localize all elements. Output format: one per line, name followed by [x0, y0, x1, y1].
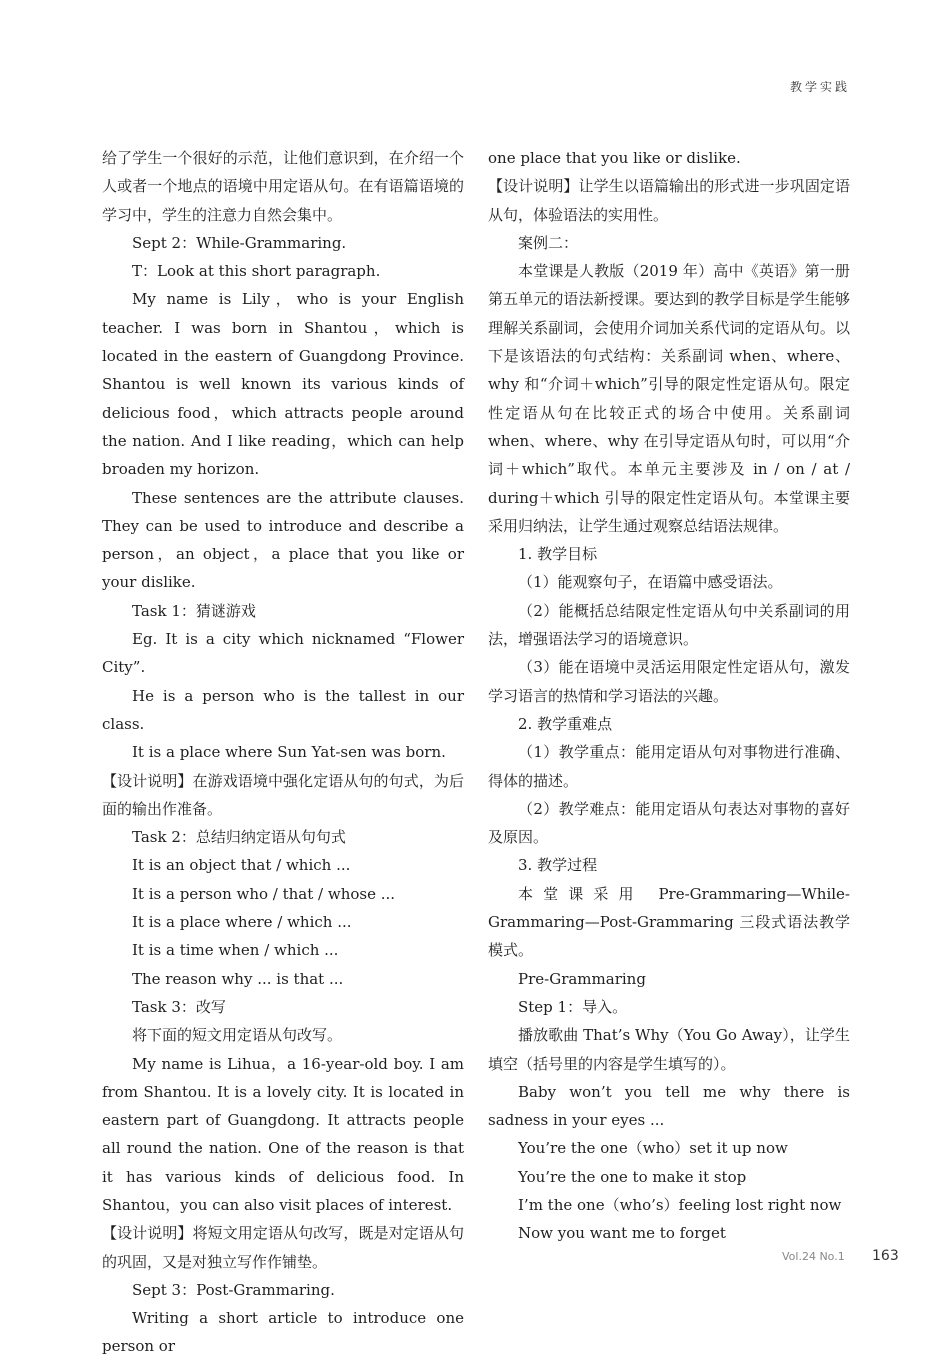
paragraph: He is a person who is the tallest in our class. — [102, 686, 464, 733]
paragraph: Baby won’t you tell me why there is sadness in your eyes ... — [488, 1082, 850, 1130]
paragraph: （2）教学难点：能用定语从句表达对事物的喜好及原因。 — [488, 799, 850, 847]
paragraph: My name is Lihua，a 16-year-old boy. I am from Shantou. It is a lovely city. It is located in eastern part of Guangdong. It attracts people all round the nation. One of the reason is that it has various kinds of delicious food. In Shantou，you can also visit places of interest. — [102, 1054, 464, 1214]
paragraph: （2）能概括总结限定性定语从句中关系副词的用法，增强语法学习的语境意识。 — [488, 601, 850, 649]
paragraph: You’re the one to make it stop — [518, 1167, 747, 1186]
page-number: 163 — [872, 1248, 899, 1264]
paragraph: 2. 教学重难点 — [518, 714, 613, 733]
paragraph: 【设计说明】让学生以语篇输出的形式进一步巩固定语从句，体验语法的实用性。 — [488, 177, 850, 224]
paragraph: Task 1：猜谜游戏 — [132, 601, 256, 620]
paragraph: 【设计说明】在游戏语境中强化定语从句的句式，为后面的输出作准备。 — [102, 771, 464, 818]
paragraph: 案例二： — [518, 233, 579, 252]
paragraph: Sept 3：Post-Grammaring. — [132, 1280, 335, 1299]
paragraph: Writing a short article to introduce one person or — [102, 1309, 464, 1356]
paragraph: 1. 教学目标 — [518, 545, 598, 564]
paragraph: It is a place where / which ... — [132, 913, 352, 932]
right-column — [488, 144, 850, 1248]
paragraph: （3）能在语境中灵活运用限定性定语从句，激发学习语言的热情和学习语法的兴趣。 — [488, 658, 850, 705]
paragraph: I’m the one（who’s）feeling lost right now — [518, 1195, 842, 1214]
paragraph: （1）能观察句子，在语篇中感受语法。 — [518, 573, 783, 592]
paragraph: 给了学生一个很好的示范，让他们意识到，在介绍一个人或者一个地点的语境中用定语从句。在有语篇语境的学习中，学生的注意力自然会集中。 — [102, 149, 464, 224]
paragraph: Sept 2：While-Grammaring. — [132, 233, 347, 252]
paragraph: My name is Lily，who is your English teacher. I was born in Shantou，which is located in the eastern of Guangdong Province. Shantou is well known its various kinds of delicious food，which attracts people around the nation. And I like reading，which can help broaden my horizon. — [102, 290, 464, 479]
paragraph: It is a person who / that / whose ... — [132, 884, 396, 903]
paragraph: The reason why ... is that ... — [132, 969, 344, 988]
paragraph: （1）教学重点：能用定语从句对事物进行准确、得体的描述。 — [488, 743, 850, 790]
paragraph: 将下面的短文用定语从句改写。 — [132, 1026, 343, 1045]
paragraph: It is an object that / which ... — [132, 856, 351, 875]
paragraph: You’re the one（who）set it up now — [518, 1139, 788, 1158]
left-column — [102, 144, 464, 1361]
paragraph: It is a time when / which ... — [132, 941, 339, 960]
paragraph: 3. 教学过程 — [518, 856, 598, 875]
volume-label: Vol.24 No.1 — [782, 1250, 845, 1263]
paragraph: Task 2：总结归纳定语从句句式 — [132, 828, 346, 847]
paragraph: These sentences are the attribute clauses. They can be used to introduce and describe a person，an object，a place that you like or your dislike. — [102, 488, 464, 592]
running-header: 教学实践 — [789, 80, 850, 94]
paragraph: Eg. It is a city which nicknamed “Flower City”. — [102, 630, 464, 677]
paragraph: Step 1：导入。 — [518, 997, 628, 1016]
paragraph: 播放歌曲 That’s Why（You Go Away），让学生填空（括号里的内容是学生填写的）。 — [488, 1026, 850, 1073]
paragraph: T：Look at this short paragraph. — [132, 262, 381, 281]
paragraph: one place that you like or dislike. — [488, 149, 741, 167]
paragraph: It is a place where Sun Yat-sen was born. — [132, 743, 446, 762]
paragraph: Now you want me to forget — [518, 1224, 726, 1243]
paragraph: Pre-Grammaring — [518, 969, 646, 988]
paragraph: 本堂课是人教版（2019 年）高中《英语》第一册第五单元的语法新授课。要达到的教学目标是学生能够理解关系副词，会使用介词加关系代词的定语从句。以下是该语法的句式结构：关系副词 when、where、why 和“介词＋which”引导的限定性定语从句。限定性定语从句在比较正式的场合中使用。关系副词 when、where、why 在引导定语从句时，可以用“介词＋which”取代。本单元主要涉及 in / on / at / during＋which 引导的限定性定语从句。本堂课主要采用归纳法，让学生通过观察总结语法规律。 — [488, 262, 850, 535]
paragraph: Task 3：改写 — [132, 997, 226, 1016]
paragraph: 【设计说明】将短文用定语从句改写，既是对定语从句的巩固，又是对独立写作作铺垫。 — [102, 1224, 464, 1271]
paragraph: 本堂课采用 Pre-Grammaring—While-Grammaring—Post-Grammaring 三段式语法教学模式。 — [488, 884, 850, 960]
